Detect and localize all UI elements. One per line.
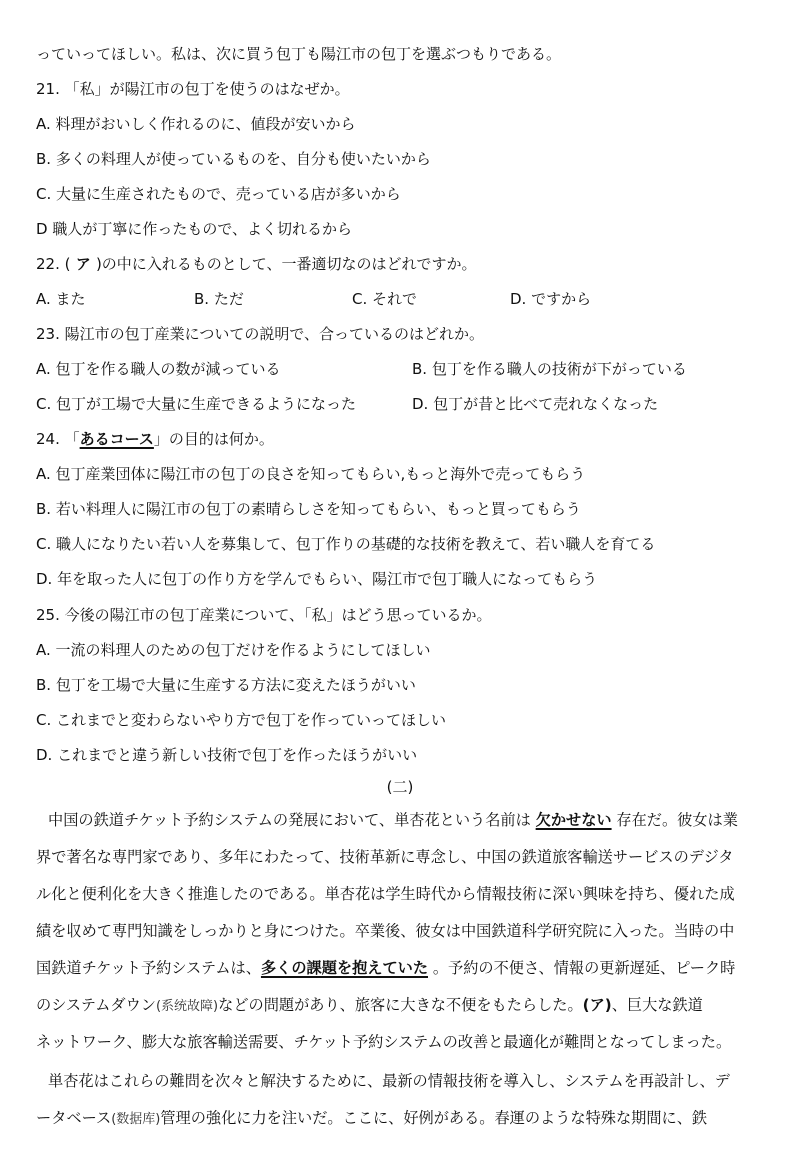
underlined-phrase: あるコース <box>79 430 154 448</box>
question-22-option-c[interactable]: C. それで <box>352 290 418 308</box>
text-run: 。予約の不便さ、情報の更新遅延、ピーク時 <box>428 959 736 977</box>
question-24-option-d[interactable]: D. 年を取った人に包丁の作り方を学んでもらい、陽江市で包丁職人になってもらう <box>36 570 598 588</box>
text-run: などの問題があり、旅客に大きな不便をもたらした。 <box>218 996 583 1014</box>
question-22-option-b[interactable]: B. ただ <box>194 290 244 308</box>
passage-line-7: ネットワーク、膨大な旅客輸送需要、チケット予約システムの改善と最適化が難問となってしまった。 <box>36 1033 732 1051</box>
passage-tail: っていってほしい。私は、次に買う包丁も陽江市の包丁を選ぶつもりである。 <box>36 45 562 63</box>
question-24-option-c[interactable]: C. 職人になりたい若い人を募集して、包丁作りの基礎的な技術を教えて、若い職人を育てる <box>36 535 656 553</box>
question-22-option-d[interactable]: D. ですから <box>510 290 592 308</box>
text-run: 国鉄道チケット予約システムは、 <box>36 959 261 977</box>
question-25-option-a[interactable]: A. 一流の料理人のための包丁だけを作るようにしてほしい <box>36 641 431 659</box>
question-23-stem: 23. 陽江市の包丁産業についての説明で、合っているのはどれか。 <box>36 325 485 343</box>
stem-suffix: )の中に入れるものとして、一番適切なのはどれですか。 <box>95 255 477 273</box>
question-21-stem: 21. 「私」が陽江市の包丁を使うのはなぜか。 <box>36 80 350 98</box>
passage-line-2: 界で著名な専門家であり、多年にわたって、技術革新に専念し、中国の鉄道旅客輸送サービスのデジタ <box>36 848 734 866</box>
stem-prefix: 24. 「 <box>36 430 80 448</box>
question-25-stem: 25. 今後の陽江市の包丁産業について、「私」はどう思っているか。 <box>36 606 492 624</box>
passage-line-8: 単杏花はこれらの難問を次々と解決するために、最新の情報技術を導入し、システムを再設計し、デ <box>48 1072 730 1090</box>
question-21-option-c[interactable]: C. 大量に生産されたもので、売っている店が多いから <box>36 185 401 203</box>
text-run: のシステムダウン <box>36 996 156 1014</box>
text-run: 、巨大な鉄道 <box>611 996 703 1014</box>
question-23-option-b[interactable]: B. 包丁を作る職人の技術が下がっている <box>412 360 687 378</box>
underlined-phrase: 多くの課題を抱えていた <box>260 959 428 977</box>
text-run: 中国の鉄道チケット予約システムの発展において、単杏花という名前は <box>48 811 536 829</box>
text-run: 管理の強化に力を注いだ。ここに、好例がある。春運のような特殊な期間に、鉄 <box>160 1109 708 1127</box>
passage-line-9 <box>36 1108 768 1130</box>
question-23-option-d[interactable]: D. 包丁が昔と比べて売れなくなった <box>412 395 659 413</box>
stem-suffix: 」の目的は何か。 <box>153 430 274 448</box>
question-24-option-b[interactable]: B. 若い料理人に陽江市の包丁の素晴らしさを知ってもらい、もっと買ってもらう <box>36 500 581 518</box>
passage-line-1 <box>48 810 768 830</box>
gloss: (系统故障) <box>155 999 219 1014</box>
question-22-options <box>36 289 772 309</box>
section-title: (二) <box>386 778 414 796</box>
passage-line-5 <box>36 958 768 978</box>
passage-line-4: 績を収めて専門知識をしっかりと身につけた。卒業後、彼女は中国鉄道科学研究院に入った。当時の中 <box>36 922 735 940</box>
blank-mark: (ア) <box>582 996 612 1014</box>
question-21-option-b[interactable]: B. 多くの料理人が使っているものを、自分も使いたいから <box>36 150 431 168</box>
question-24-stem <box>36 429 772 449</box>
question-21-option-d[interactable]: D 職人が丁寧に作ったもので、よく切れるから <box>36 220 353 238</box>
question-23-option-a[interactable]: A. 包丁を作る職人の数が減っている <box>36 360 281 378</box>
passage-line-6 <box>36 995 768 1017</box>
gloss: (数据库) <box>111 1112 161 1127</box>
question-25-option-d[interactable]: D. これまでと違う新しい技術で包丁を作ったほうがいい <box>36 746 418 764</box>
question-24-option-a[interactable]: A. 包丁産業団体に陽江市の包丁の良さを知ってもらい,もっと海外で売ってもらう <box>36 465 586 483</box>
blank-mark: ア <box>70 255 96 273</box>
question-23-options-row2 <box>36 394 772 414</box>
passage-line-3: ル化と便利化を大きく推進したのである。単杏花は学生時代から情報技術に深い興味を持ち、優れた成 <box>36 885 735 903</box>
question-25-option-c[interactable]: C. これまでと変わらないやり方で包丁を作っていってほしい <box>36 711 447 729</box>
stem-prefix: 22. ( <box>36 255 71 273</box>
question-21-option-a[interactable]: A. 料理がおいしく作れるのに、値段が安いから <box>36 115 356 133</box>
question-23-option-c[interactable]: C. 包丁が工場で大量に生産できるようになった <box>36 395 357 413</box>
question-25-option-b[interactable]: B. 包丁を工場で大量に生産する方法に変えたほうがいい <box>36 676 416 694</box>
underlined-phrase: 欠かせない <box>535 811 612 829</box>
text-run: ータベース <box>36 1109 112 1127</box>
question-22-option-a[interactable]: A. また <box>36 290 86 308</box>
question-22-stem <box>36 254 772 274</box>
question-23-options-row1 <box>36 359 772 379</box>
text-run: 存在だ。彼女は業 <box>611 811 738 829</box>
